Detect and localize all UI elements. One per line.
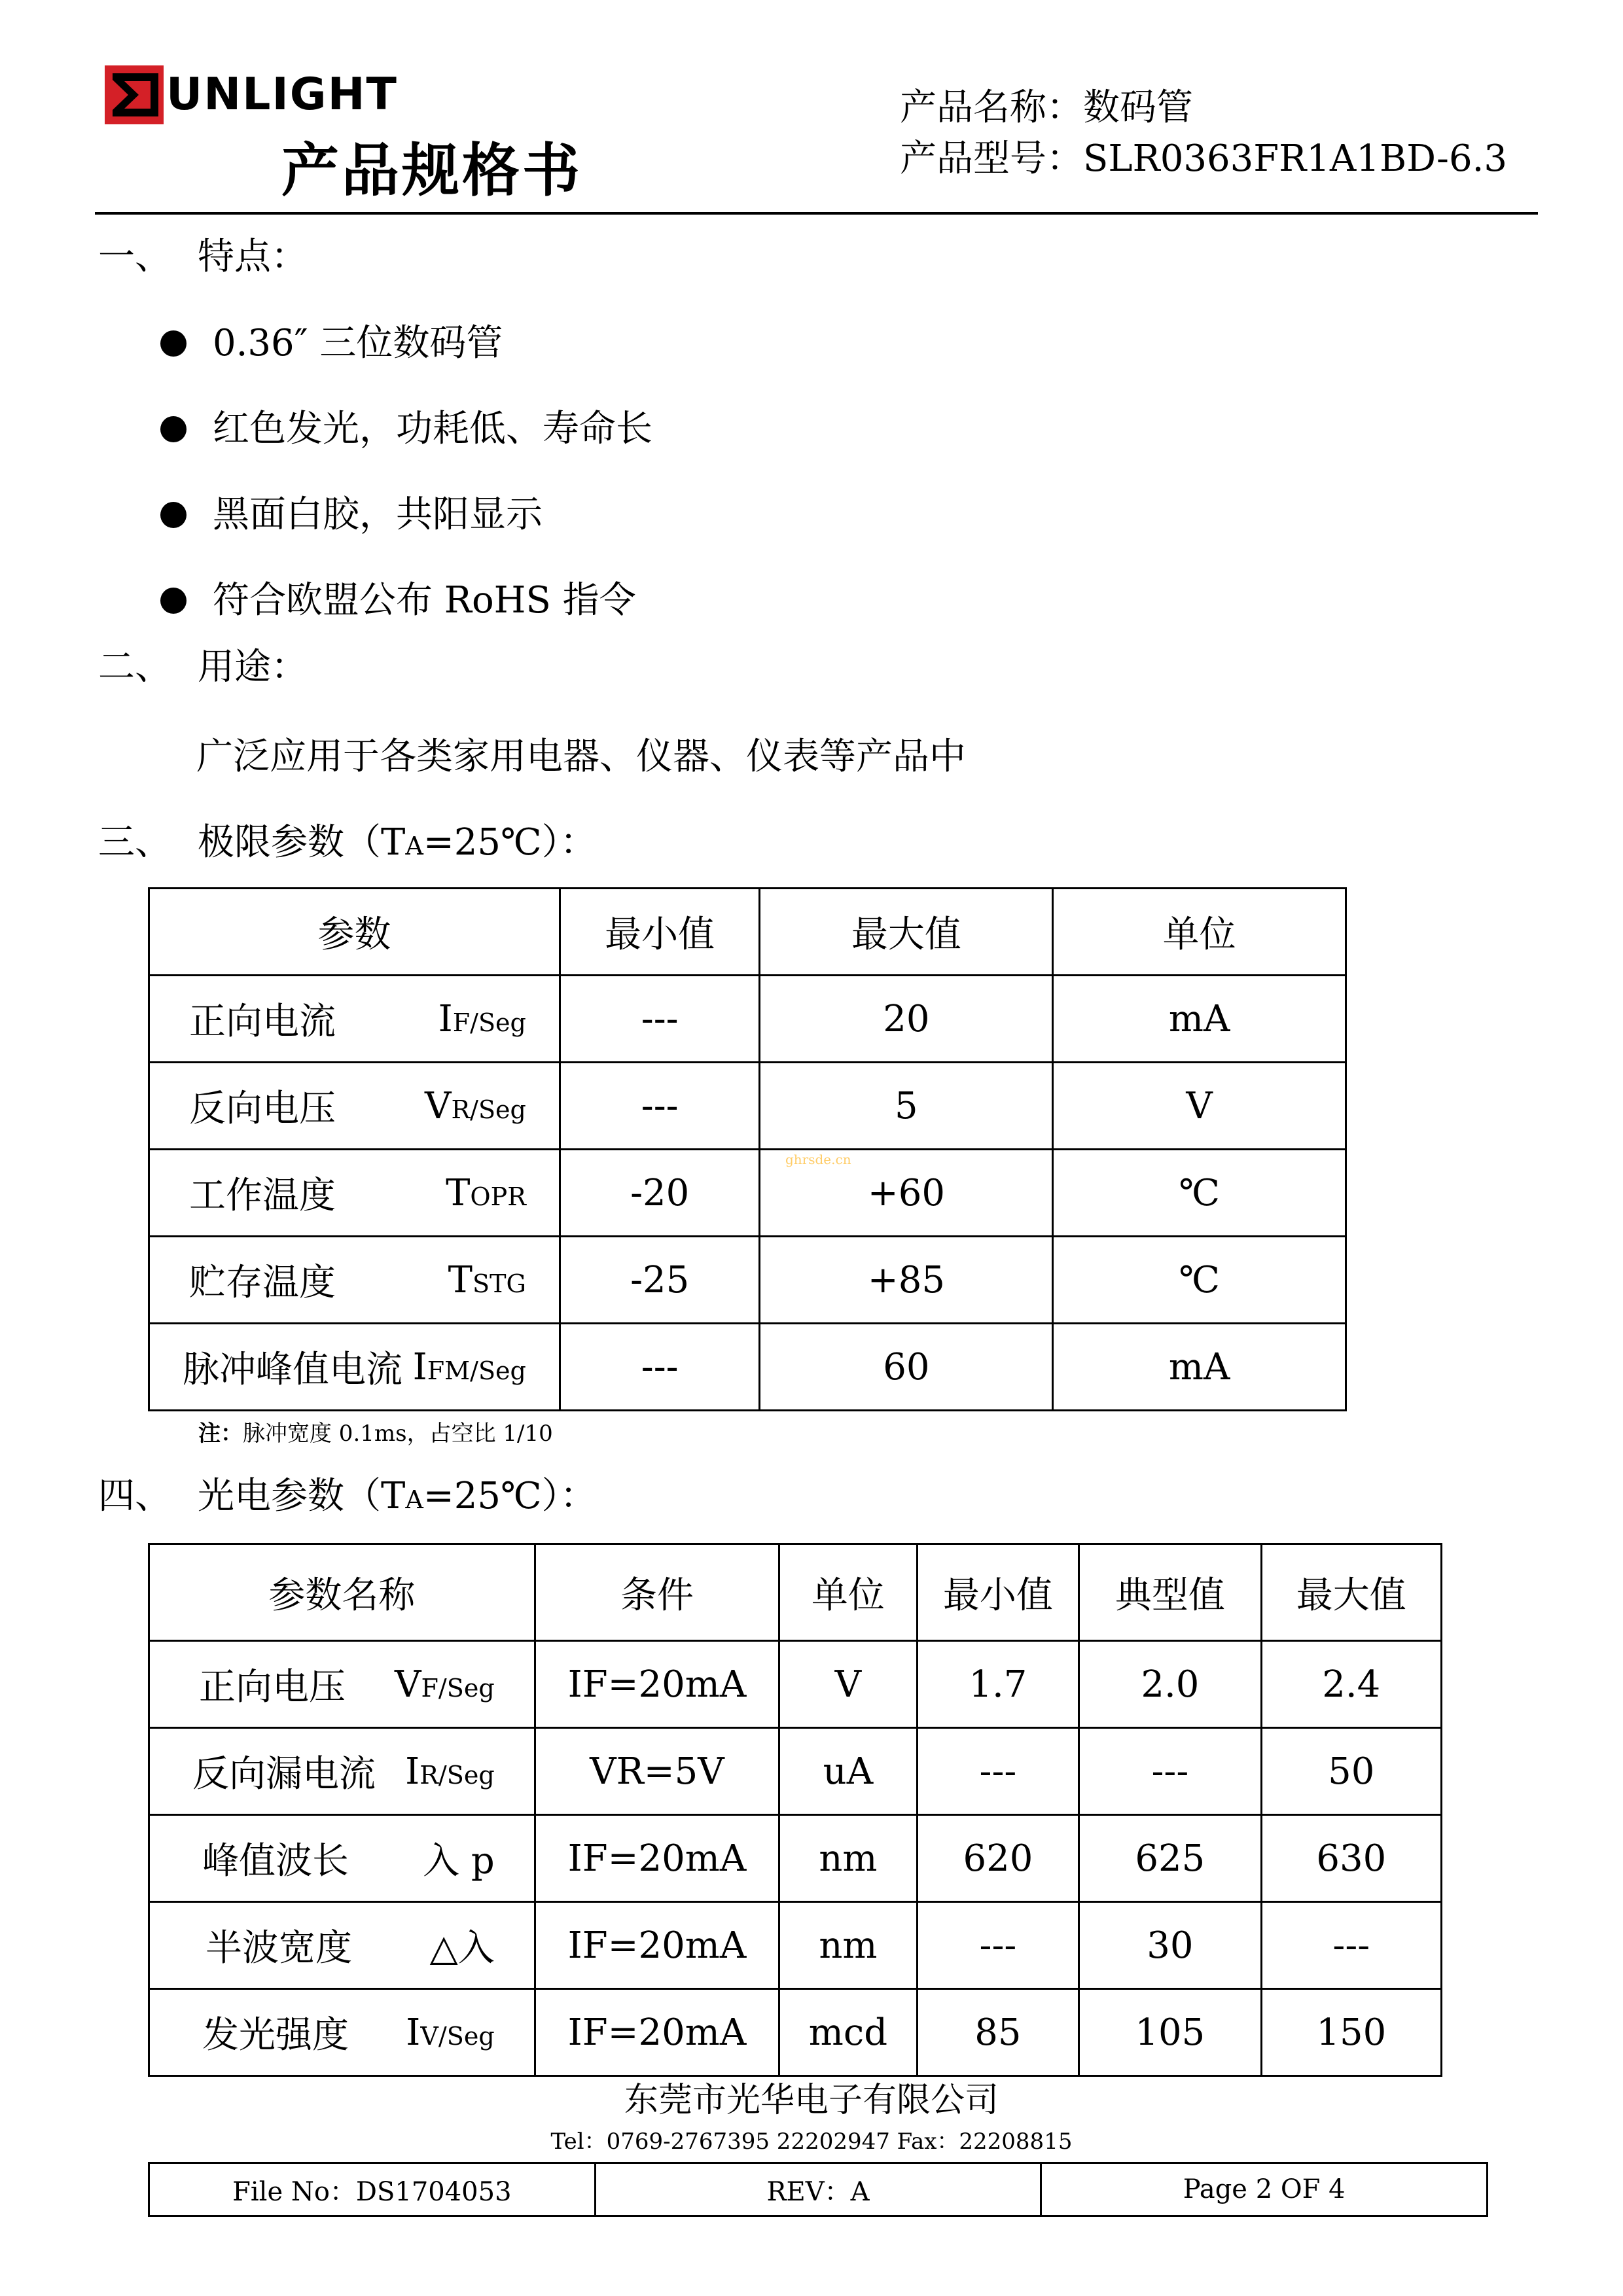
min-cell: 620 bbox=[917, 1815, 1079, 1902]
feature-text: 红色发光，功耗低、寿命长 bbox=[213, 408, 652, 450]
max-cell: 630 bbox=[1261, 1815, 1441, 1902]
min-cell: --- bbox=[560, 1324, 759, 1411]
max-cell: +60 bbox=[760, 1150, 1053, 1237]
param-cell: 脉冲峰值电流 IFM/Seg bbox=[149, 1324, 560, 1411]
limits-heading bbox=[98, 820, 597, 869]
param-cell: 工作温度 TOPR bbox=[149, 1150, 560, 1237]
typ-cell: --- bbox=[1079, 1728, 1261, 1815]
header-cell: 单位 bbox=[1053, 889, 1346, 976]
typ-cell: 105 bbox=[1079, 1989, 1261, 2076]
min-cell: 1.7 bbox=[917, 1641, 1079, 1728]
feature-item bbox=[160, 578, 636, 624]
typ-cell: 30 bbox=[1079, 1902, 1261, 1989]
param-cell: 正向电压 VF/Seg bbox=[149, 1641, 535, 1728]
bullet-icon bbox=[160, 330, 187, 357]
bullet-icon bbox=[160, 502, 187, 528]
footer-table bbox=[148, 2162, 1488, 2217]
section-title: 特点： bbox=[198, 236, 308, 278]
feature-text: 0.36″ 三位数码管 bbox=[213, 322, 503, 364]
header-cell: 典型值 bbox=[1079, 1544, 1261, 1641]
table-row bbox=[149, 1150, 1346, 1237]
header-cell: 单位 bbox=[779, 1544, 917, 1641]
max-cell: 60 bbox=[760, 1324, 1053, 1411]
unit-cell: ℃ bbox=[1053, 1237, 1346, 1324]
condition-cell: IF=20mA bbox=[535, 1641, 779, 1728]
company-name: 东莞市光华电子有限公司 bbox=[624, 2081, 999, 2120]
condition-cell: IF=20mA bbox=[535, 1989, 779, 2076]
table-row bbox=[149, 1641, 1442, 1728]
revision: REV：A bbox=[595, 2163, 1041, 2216]
feature-item bbox=[160, 492, 543, 538]
typ-cell: 625 bbox=[1079, 1815, 1261, 1902]
max-cell: 50 bbox=[1261, 1728, 1441, 1815]
table-row bbox=[149, 1989, 1442, 2076]
unit-cell: V bbox=[1053, 1063, 1346, 1150]
table-header-row bbox=[149, 889, 1346, 976]
param-cell: 正向电流 IF/Seg bbox=[149, 976, 560, 1063]
param-cell: 半波宽度 △入 bbox=[149, 1902, 535, 1989]
product-model-label: 产品型号： bbox=[900, 137, 1083, 180]
condition-cell: IF=20mA bbox=[535, 1815, 779, 1902]
max-cell: +85 bbox=[760, 1237, 1053, 1324]
unit-cell: mcd bbox=[779, 1989, 917, 2076]
min-cell: -25 bbox=[560, 1237, 759, 1324]
param-cell: 反向漏电流 IR/Seg bbox=[149, 1728, 535, 1815]
min-cell: --- bbox=[560, 976, 759, 1063]
company-contact: Tel：0769-2767395 22202947 Fax：22208815 bbox=[550, 2128, 1073, 2155]
table-row bbox=[149, 1815, 1442, 1902]
limits-note bbox=[198, 1419, 553, 1449]
note-label: 注： bbox=[198, 1421, 243, 1447]
page-number: Page 2 OF 4 bbox=[1041, 2163, 1488, 2216]
watermark: ghrsde.cn bbox=[785, 1152, 851, 1167]
max-cell: 150 bbox=[1261, 1989, 1441, 2076]
section-number: 一、 bbox=[98, 236, 171, 278]
min-cell: --- bbox=[917, 1902, 1079, 1989]
table-row bbox=[149, 1237, 1346, 1324]
param-cell: 峰值波长 入 p bbox=[149, 1815, 535, 1902]
unit-cell: mA bbox=[1053, 976, 1346, 1063]
file-number: File No：DS1704053 bbox=[149, 2163, 596, 2216]
note-text: 脉冲宽度 0.1ms，占空比 1/10 bbox=[243, 1421, 553, 1447]
param-cell: 发光强度 IV/Seg bbox=[149, 1989, 535, 2076]
brand-name: UNLIGHT bbox=[166, 69, 398, 120]
section-title: 光电参数（TA=25℃）： bbox=[198, 1475, 597, 1517]
unit-cell: nm bbox=[779, 1902, 917, 1989]
unit-cell: ℃ bbox=[1053, 1150, 1346, 1237]
unit-cell: V bbox=[779, 1641, 917, 1728]
min-cell: 85 bbox=[917, 1989, 1079, 2076]
bullet-icon bbox=[160, 416, 187, 442]
header-cell: 最大值 bbox=[760, 889, 1053, 976]
max-cell: 2.4 bbox=[1261, 1641, 1441, 1728]
table-header-row bbox=[149, 1544, 1442, 1641]
param-cell: 贮存温度 TSTG bbox=[149, 1237, 560, 1324]
section-number: 四、 bbox=[98, 1475, 171, 1517]
header-cell: 参数 bbox=[149, 889, 560, 976]
table-row bbox=[149, 1063, 1346, 1150]
table-row bbox=[149, 1902, 1442, 1989]
product-name: 数码管 bbox=[1083, 86, 1193, 129]
table-row bbox=[149, 1728, 1442, 1815]
min-cell: --- bbox=[560, 1063, 759, 1150]
usage-text: 广泛应用于各类家用电器、仪器、仪表等产品中 bbox=[196, 735, 966, 778]
optical-heading bbox=[98, 1474, 597, 1523]
unit-cell: nm bbox=[779, 1815, 917, 1902]
max-cell: --- bbox=[1261, 1902, 1441, 1989]
header-cell: 最大值 bbox=[1261, 1544, 1441, 1641]
feature-text: 符合欧盟公布 RoHS 指令 bbox=[213, 579, 636, 622]
feature-text: 黑面白胶，共阳显示 bbox=[213, 493, 543, 536]
product-model-line bbox=[900, 136, 1507, 182]
header-divider bbox=[95, 212, 1538, 215]
table-row bbox=[149, 1324, 1346, 1411]
bullet-icon bbox=[160, 588, 187, 614]
unit-cell: mA bbox=[1053, 1324, 1346, 1411]
feature-item bbox=[160, 321, 503, 366]
section-number: 三、 bbox=[98, 821, 171, 864]
logo-mark-icon bbox=[105, 65, 164, 124]
footer-row bbox=[149, 2163, 1488, 2216]
header-cell: 最小值 bbox=[917, 1544, 1079, 1641]
feature-item bbox=[160, 406, 652, 452]
min-cell: --- bbox=[917, 1728, 1079, 1815]
usage-heading bbox=[98, 645, 308, 690]
max-cell: 5 bbox=[760, 1063, 1053, 1150]
section-title: 用途： bbox=[198, 646, 308, 688]
optical-table bbox=[148, 1543, 1442, 2077]
section-title: 极限参数（TA=25℃）： bbox=[198, 821, 597, 864]
product-name-label: 产品名称： bbox=[900, 86, 1083, 129]
typ-cell: 2.0 bbox=[1079, 1641, 1261, 1728]
section-number: 二、 bbox=[98, 646, 171, 688]
header-cell: 参数名称 bbox=[149, 1544, 535, 1641]
max-cell: 20 bbox=[760, 976, 1053, 1063]
company-logo bbox=[105, 65, 398, 124]
table-row bbox=[149, 976, 1346, 1063]
product-name-line bbox=[900, 85, 1193, 131]
features-heading bbox=[98, 234, 308, 280]
condition-cell: IF=20mA bbox=[535, 1902, 779, 1989]
condition-cell: VR=5V bbox=[535, 1728, 779, 1815]
header-cell: 最小值 bbox=[560, 889, 759, 976]
header-cell: 条件 bbox=[535, 1544, 779, 1641]
limits-table bbox=[148, 887, 1347, 1411]
product-model: SLR0363FR1A1BD-6.3 bbox=[1083, 137, 1508, 180]
param-cell: 反向电压 VR/Seg bbox=[149, 1063, 560, 1150]
document-title: 产品规格书 bbox=[281, 136, 583, 204]
unit-cell: uA bbox=[779, 1728, 917, 1815]
min-cell: -20 bbox=[560, 1150, 759, 1237]
